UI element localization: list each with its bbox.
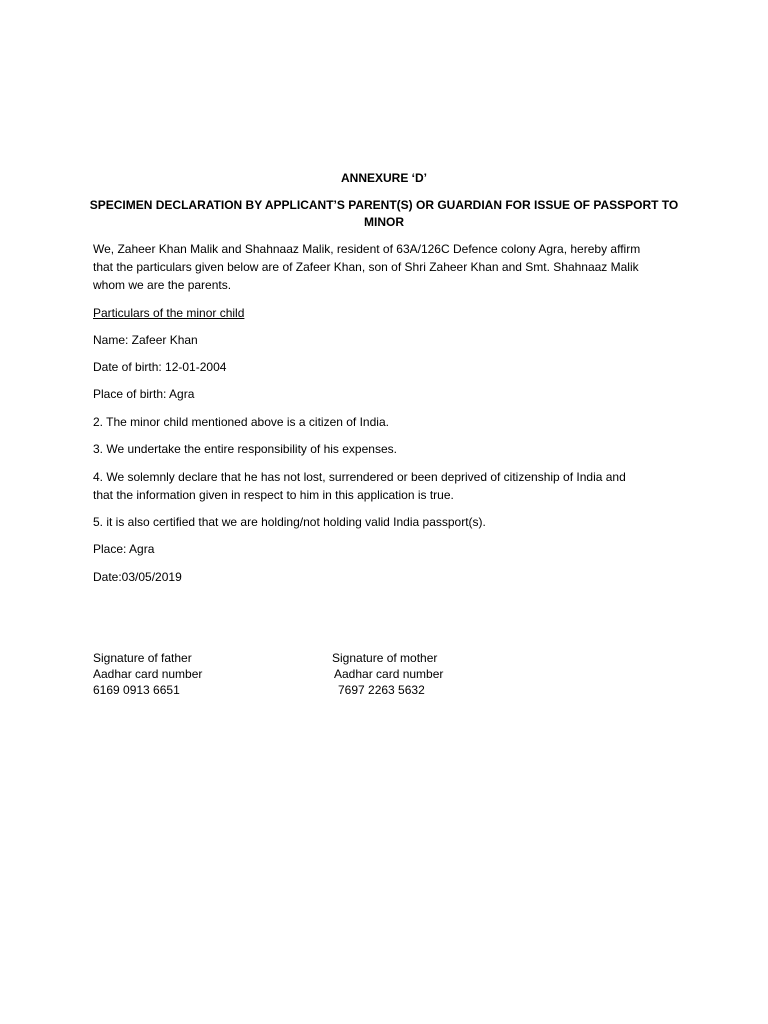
mother-signature-label: Signature of mother: [332, 651, 438, 665]
annexure-heading: ANNEXURE ‘D’: [340, 171, 427, 185]
point-3: 3. We undertake the entire responsibility of his expenses.: [93, 442, 397, 456]
intro-line-3: whom we are the parents.: [93, 278, 232, 292]
father-signature-block: [93, 650, 202, 698]
child-place-of-birth: Place of birth: Agra: [93, 387, 195, 401]
mother-aadhar-label: Aadhar card number: [334, 667, 444, 681]
point-2: 2. The minor child mentioned above is a citizen of India.: [93, 415, 389, 429]
father-aadhar-number: 6169 0913 6651: [93, 683, 180, 697]
father-signature-label: Signature of father: [93, 651, 192, 665]
intro-line-1: We, Zaheer Khan Malik and Shahnaaz Malik, resident of 63A/126C Defence colony Agra, hereby affirm: [93, 242, 641, 256]
point-5: 5. it is also certified that we are holding/not holding valid India passport(s).: [93, 515, 486, 529]
point-4-line-2: that the information given in respect to him in this application is true.: [93, 488, 454, 502]
point-4-line-1: 4. We solemnly declare that he has not lost, surrendered or been deprived of citizenship of India and: [93, 470, 626, 484]
intro-line-2: that the particulars given below are of Zafeer Khan, son of Shri Zaheer Khan and Smt. Shahnaaz Malik: [93, 260, 639, 274]
place-line: Place: Agra: [93, 542, 155, 556]
child-date-of-birth: Date of birth: 12-01-2004: [93, 360, 227, 374]
declaration-title-line-1: SPECIMEN DECLARATION BY APPLICANT’S PARENT(S) OR GUARDIAN FOR ISSUE OF PASSPORT TO: [89, 198, 679, 212]
declaration-title-line-2: MINOR: [364, 215, 404, 229]
date-line: Date:03/05/2019: [93, 570, 182, 584]
particulars-heading: Particulars of the minor child: [93, 306, 245, 320]
child-name: Name: Zafeer Khan: [93, 333, 198, 347]
father-aadhar-label: Aadhar card number: [93, 667, 203, 681]
mother-signature-block: [332, 650, 443, 698]
mother-aadhar-number: 7697 2263 5632: [338, 683, 425, 697]
